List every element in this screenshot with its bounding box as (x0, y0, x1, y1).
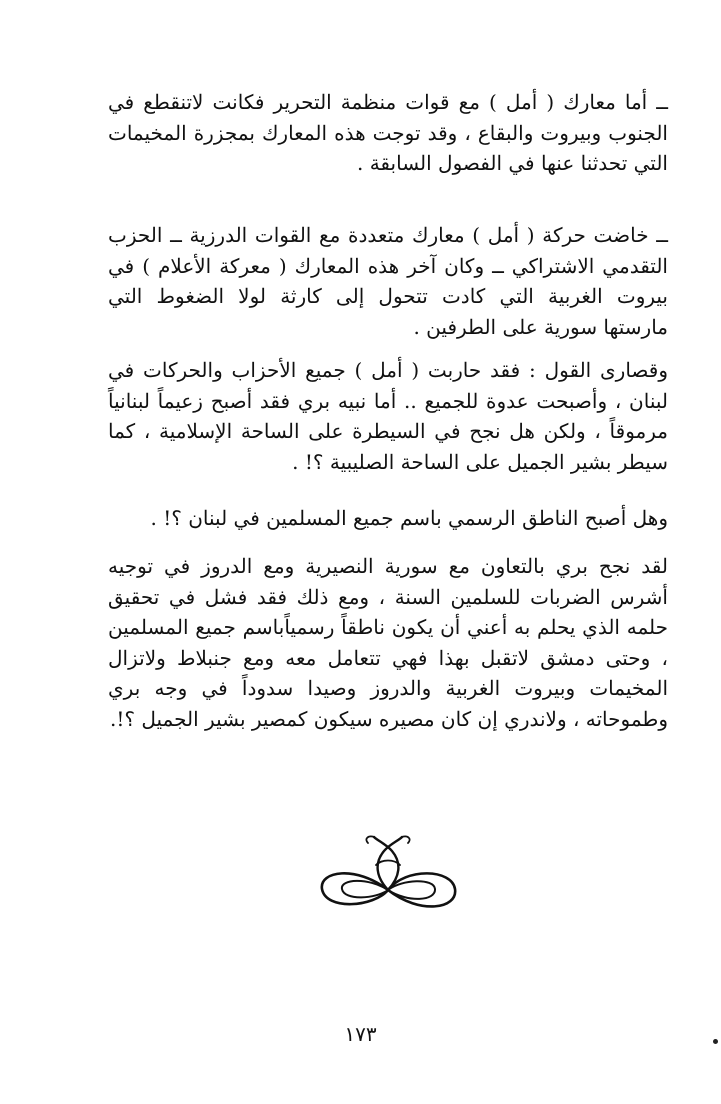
paragraph-question: وهل أصبح الناطق الرسمي باسم جميع المسلمين في لبنان ؟! . (150, 506, 668, 530)
paragraph-summary: وقصارى القول : فقد حاربت ( أمل ) جميع الأحزاب والحركات في لبنان ، وأصبحت عدوة للجميع .. أما نبيه بري فقد أصبح زعيماً لبنانياً مرموقاً ، ولكن هل نجح في السيطرة على الساحة الإسلامية ، كما سيطر بشير الجميل على الساحة الصليبية ؟! . (108, 358, 668, 474)
paragraph-berri-conclusion: لقد نجح بري بالتعاون مع سورية النصيرية ومع الدروز في توجيه أشرس الضربات للسلمين السنة ، ومع ذلك فقد فشل في تحقيق حلمه الذي يحلم به أعني أن يكون ناطقاً رسمياًباسم جميع المسلمين ، وحتى دمشق لاتقبل بهذا فهي تتعامل معه ومع جنبلاط ولاتزال المخيمات وبيروت الغربية والدروز وصيدا سدوداً في وجه بري وطموحاته ، ولاندري إن كان مصيره سيكون كمصير بشير الجميل ؟!. (108, 554, 668, 731)
page-number: ١٧٣ (344, 1022, 377, 1046)
scan-speck (713, 1039, 718, 1044)
paragraph-amal-plo-battles: ــ أما معارك ( أمل ) مع قوات منظمة التحرير فكانت لاتنقطع في الجنوب وبيروت والبقاع ، وقد توجت هذه المعارك بمجزرة المخيمات التي تحدثنا عنها في الفصول السابقة . (108, 90, 668, 175)
paragraph-amal-druze-battles: ــ خاضت حركة ( أمل ) معارك متعددة مع القوات الدرزية ــ الحزب التقدمي الاشتراكي ــ وكان آخر هذه المعارك ( معركة الأعلام ) في بيروت الغربية التي كادت تتحول إلى كارثة لولا الضغوط التي مارستها سورية على الطرفين . (108, 223, 668, 339)
decorative-knot-ornament-icon (316, 835, 461, 915)
